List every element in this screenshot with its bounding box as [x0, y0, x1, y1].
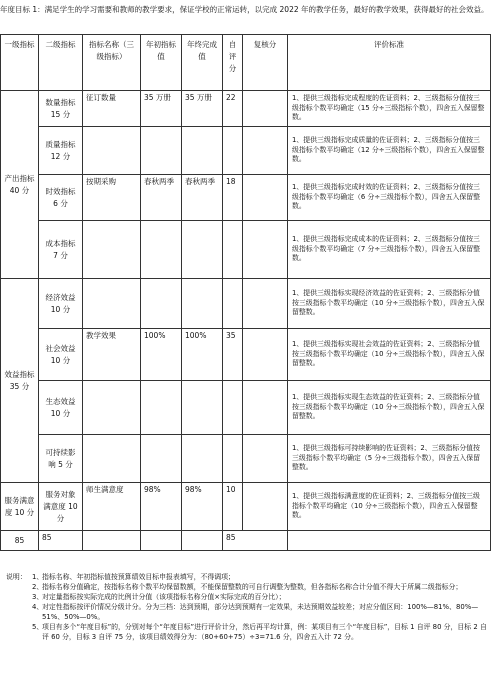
total-cell-a: 85 [1, 531, 39, 551]
timeliness-end-cell: 春秋两季 [182, 175, 223, 221]
social-review-cell [243, 329, 288, 381]
note-number: 4、 [32, 603, 44, 611]
social-name-cell: 教学效果 [83, 329, 141, 381]
ecological-label-cell: 生态效益 10 分 [39, 381, 83, 435]
note-number: 5、 [32, 623, 44, 631]
ecological-end-cell [182, 381, 223, 435]
col-review-header: 复核分 [243, 35, 288, 91]
total-empty-4 [288, 531, 491, 551]
service-name-cell: 师生满意度 [83, 483, 141, 531]
notes-label: 说明： [6, 573, 27, 581]
cost-name-cell [83, 221, 141, 279]
social-criteria-cell: 1、提供三级指标实现社会效益的佐证资料；2、三级指标分值按三级指标个数平均确定（10 分÷三级指标个数），四舍五入保留整数。 [288, 329, 491, 381]
col-end-header: 年终完成值 [182, 35, 223, 91]
note-text: 对定量指标按实际完成的比例计分值（该项指标名称分值×实际完成的百分比）； [42, 593, 286, 601]
header-row [1, 35, 491, 91]
timeliness-start-cell: 春秋两季 [141, 175, 182, 221]
col-level1-header: 一级指标 [1, 35, 39, 91]
table-row [1, 279, 491, 329]
sustainable-name-cell [83, 435, 141, 483]
total-cell-b: 85 [39, 531, 83, 551]
table-row [1, 175, 491, 221]
timeliness-review-cell [243, 175, 288, 221]
ecological-self-cell [223, 381, 243, 435]
quality-self-cell [223, 127, 243, 175]
cost-start-cell [141, 221, 182, 279]
economic-end-cell [182, 279, 223, 329]
notes-section [6, 572, 488, 642]
col-start-header: 年初指标值 [141, 35, 182, 91]
service-label-cell: 服务对象满意度 10 分 [39, 483, 83, 531]
benefit-level1-cell: 效益指标 35 分 [1, 279, 39, 483]
cost-review-cell [243, 221, 288, 279]
service-start-cell: 98% [141, 483, 182, 531]
cost-end-cell [182, 221, 223, 279]
social-label-cell: 社会效益 10 分 [39, 329, 83, 381]
service-review-cell [243, 483, 288, 531]
economic-criteria-cell: 1、提供三级指标实现经济效益的佐证资料；2、三级指标分值按三级指标个数平均确定（10 分÷三级指标个数），四舍五入保留整数。 [288, 279, 491, 329]
note-text: 指标名称、年初指标值按预算绩效目标申报表填写，不得调项； [42, 573, 235, 581]
note-text: 对定性指标按评价情况分级计分。分为三档：达到预期，部分达到预期有一定效果，未达预期效益较差；对应分值区间：100%—81%、80%—51%、50%—0%。 [42, 603, 479, 621]
quantity-label-cell: 数量指标 15 分 [39, 91, 83, 127]
sustainable-self-cell [223, 435, 243, 483]
total-empty-3 [182, 531, 223, 551]
table-row [1, 381, 491, 435]
quantity-start-cell: 35 万册 [141, 91, 182, 127]
quality-criteria-cell: 1、提供三级指标完成质量的佐证资料；2、三级指标分值按三级指标个数平均确定（12 分÷三级指标个数），四舍五入保留整数。 [288, 127, 491, 175]
social-start-cell: 100% [141, 329, 182, 381]
table-row [1, 435, 491, 483]
table-row [1, 329, 491, 381]
service-level1-cell: 服务满意度 10 分 [1, 483, 39, 531]
quality-start-cell [141, 127, 182, 175]
economic-label-cell: 经济效益 10 分 [39, 279, 83, 329]
quantity-self-cell: 22 [223, 91, 243, 127]
quality-label-cell: 质量指标 12 分 [39, 127, 83, 175]
table-row [1, 221, 491, 279]
cost-criteria-cell: 1、提供三级指标完成成本的佐证资料；2、三级指标分值按三级指标个数平均确定（7 分÷三级指标个数），四舍五入保留整数。 [288, 221, 491, 279]
sustainable-criteria-cell: 1、提供三级指标可持续影响的佐证资料；2、三级指标分值按三级指标个数平均确定（5 分÷三级指标个数），四舍五入保留整数。 [288, 435, 491, 483]
service-self-cell: 10 [223, 483, 243, 531]
output-level1-cell: 产出指标 40 分 [1, 91, 39, 279]
ecological-review-cell [243, 381, 288, 435]
service-end-cell: 98% [182, 483, 223, 531]
note-text: 指标名称分值确定，按指标名称个数平均保留数额，不能保留整数的可自行调整为整数，但各指标名称合计分值不得大于所属二级指标分； [42, 583, 463, 591]
cost-label-cell: 成本指标 7 分 [39, 221, 83, 279]
col-level2-header: 二级指标 [39, 35, 83, 91]
economic-name-cell [83, 279, 141, 329]
sustainable-label-cell: 可持续影响 5 分 [39, 435, 83, 483]
quantity-criteria-cell: 1、提供三级指标完成程度的佐证资料；2、三级指标分值按三级指标个数平均确定（15 分÷三级指标个数），四舍五入保留整数。 [288, 91, 491, 127]
social-self-cell: 35 [223, 329, 243, 381]
cost-self-cell [223, 221, 243, 279]
service-criteria-cell: 1、提供三级指标满意度的佐证资料；2、三级指标分值按三级指标个数平均确定（10 分÷三级指标个数），四舍五入保留整数。 [288, 483, 491, 531]
total-empty-2 [141, 531, 182, 551]
note-number: 3、 [32, 593, 44, 601]
economic-start-cell [141, 279, 182, 329]
timeliness-label-cell: 时效指标 6 分 [39, 175, 83, 221]
evaluation-table [0, 34, 491, 551]
table-row [1, 127, 491, 175]
note-number: 2、 [32, 583, 44, 591]
sustainable-review-cell [243, 435, 288, 483]
timeliness-self-cell: 18 [223, 175, 243, 221]
timeliness-criteria-cell: 1、提供三级指标完成时效的佐证资料；2、三级指标分值按三级指标个数平均确定（6 分÷三级指标个数），四舍五入保留整数。 [288, 175, 491, 221]
note-text: 项目有多个“年度目标”的，分别对每个“年度目标”进行评价计分，然后再平均计算，例：某项目有三个“年度目标”，目标 1 自评 80 分，目标 2 自评 60 分，目标 3 自评 75 分，该项目绩效得分为：（80+60+75）÷3=71.6 分，四舍五入计 72 分。 [42, 623, 487, 641]
ecological-start-cell [141, 381, 182, 435]
quantity-review-cell [243, 91, 288, 127]
total-cell-c: 85 [223, 531, 288, 551]
total-empty-1 [83, 531, 141, 551]
sustainable-start-cell [141, 435, 182, 483]
sustainable-end-cell [182, 435, 223, 483]
note-item [6, 572, 488, 582]
quantity-name-cell: 征订数量 [83, 91, 141, 127]
note-item [6, 602, 488, 622]
quality-name-cell [83, 127, 141, 175]
quality-end-cell [182, 127, 223, 175]
timeliness-name-cell: 按期采购 [83, 175, 141, 221]
col-name-header: 指标名称（三级指标） [83, 35, 141, 91]
ecological-name-cell [83, 381, 141, 435]
table-row [1, 483, 491, 531]
col-self-header: 自评分 [223, 35, 243, 91]
quantity-end-cell: 35 万册 [182, 91, 223, 127]
economic-review-cell [243, 279, 288, 329]
note-item [6, 582, 488, 592]
quality-review-cell [243, 127, 288, 175]
table-row [1, 91, 491, 127]
economic-self-cell [223, 279, 243, 329]
annual-goal-text: 年度目标 1：满足学生的学习需要和教师的教学要求，保证学校的正常运转，以完成 2022 年的教学任务，最好的教学效果，获得最好的社会效益。 [0, 5, 489, 14]
social-end-cell: 100% [182, 329, 223, 381]
total-row [1, 531, 491, 551]
col-criteria-header: 评价标准 [288, 35, 491, 91]
note-item [6, 622, 488, 642]
ecological-criteria-cell: 1、提供三级指标实现生态效益的佐证资料；2、三级指标分值按三级指标个数平均确定（10 分÷三级指标个数），四舍五入保留整数。 [288, 381, 491, 435]
note-number: 1、 [32, 573, 44, 581]
note-item [6, 592, 488, 602]
